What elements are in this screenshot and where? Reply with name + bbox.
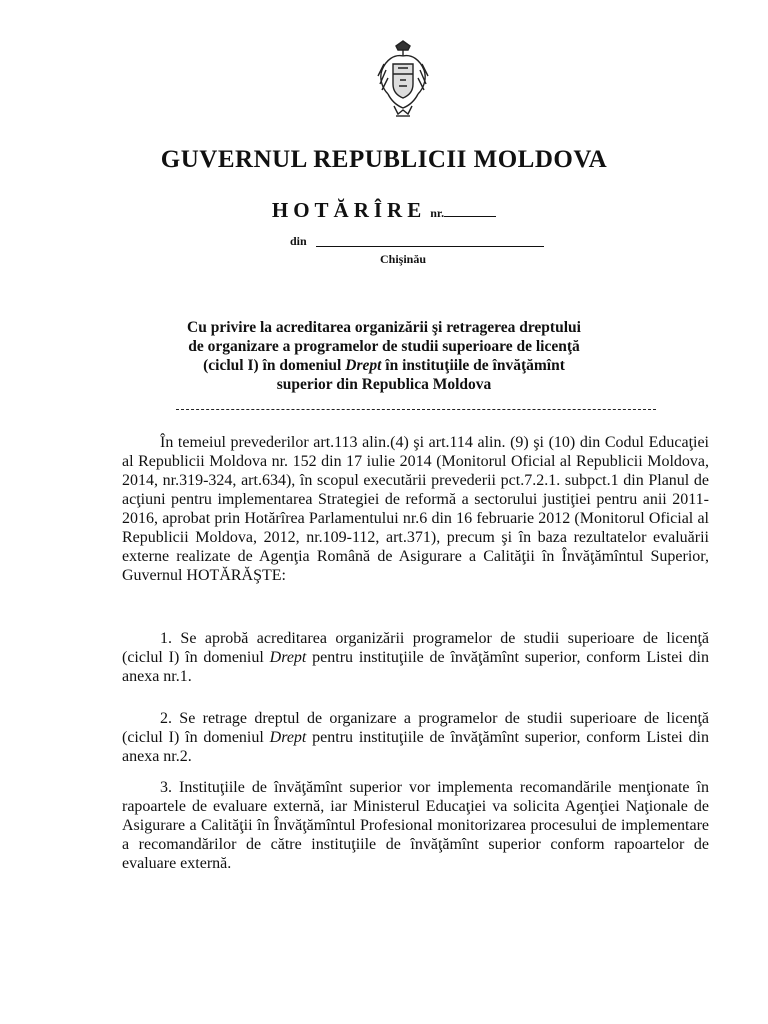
article-2 bbox=[122, 709, 709, 766]
article-3 bbox=[122, 778, 709, 873]
coat-of-arms-icon bbox=[376, 40, 430, 120]
date-label: din bbox=[290, 234, 307, 248]
article-2-text-c: pentru instituţiile de învăţămînt superior, conform Listei din anexa nr.2. bbox=[122, 729, 710, 765]
subject-line-1: Cu privire la acreditarea organizării şi retragerea dreptului bbox=[187, 319, 581, 336]
article-3-text: 3. Instituţiile de învăţămînt superior vor implementa recomandările menţionate în rapoartele de evaluare externă, iar Ministerul Educaţiei va solicita Agenţiei Naţionale de Asigurare a Calităţii în Învăţămîntul Profesional monitorizarea procesului de implementare a recomandărilor de către instituţiile de învăţămînt superior conform rapoartelor de evaluare externă. bbox=[122, 779, 709, 872]
article-1-text-a: 1. Se aprobă acreditarea organizării programelor de studii superioare de licenţă (ciclul I) în domeniul bbox=[122, 630, 709, 666]
preamble-paragraph bbox=[122, 433, 709, 585]
article-2-domain: Drept bbox=[269, 729, 307, 746]
subject-line-3a: (ciclul I) în domeniul bbox=[203, 357, 346, 374]
subject-line-4: superior din Republica Moldova bbox=[276, 376, 492, 393]
dashed-divider bbox=[176, 409, 656, 410]
subject-line-3c: în instituţiile de învăţămînt bbox=[381, 357, 565, 374]
decision-word: HOTĂRÎRE bbox=[271, 198, 427, 222]
article-1-domain: Drept bbox=[269, 649, 307, 666]
subject-domain: Drept bbox=[345, 357, 382, 374]
decision-subject bbox=[160, 318, 608, 394]
number-blank bbox=[444, 202, 496, 217]
number-label: nr. bbox=[430, 206, 445, 220]
decision-heading bbox=[0, 198, 768, 223]
subject-line-2: de organizare a programelor de studii superioare de licenţă bbox=[188, 338, 580, 355]
article-1 bbox=[122, 629, 709, 686]
government-title: GUVERNUL REPUBLICII MOLDOVA bbox=[160, 146, 608, 173]
preamble-text: În temeiul prevederilor art.113 alin.(4) şi art.114 alin. (9) şi (10) din Codul Educaţiei al Republicii Moldova nr. 152 din 17 iulie 2014 (Monitorul Oficial al Republicii Moldova, 2014, nr.319-324, art.634), în scopul executării prevederii pct.7.2.1. subpct.1 din Planul de acţiuni pentru implementarea Strategiei de reformă a sectorului justiţiei pentru anii 2011-2016, aprobat prin Hotărîrea Parlamentului nr.6 din 16 februarie 2012 (Monitorul Oficial al Republicii Moldova, 2012, nr.109-112, art.371), precum şi în baza rezultatelor evaluării externe realizate de Agenţia Română de Asigurare a Calităţii în Învăţămîntul Superior, Guvernul HOTĂRĂŞTE: bbox=[122, 434, 709, 584]
subject-line-3 bbox=[160, 356, 608, 375]
city-name: Chişinău bbox=[380, 252, 427, 266]
date-blank bbox=[316, 246, 544, 247]
article-1-text-c: pentru instituţiile de învăţămînt superior, conform Listei din anexa nr.1. bbox=[122, 649, 710, 685]
article-2-text-a: 2. Se retrage dreptul de organizare a programelor de studii superioare de licenţă (ciclul I) în domeniul bbox=[122, 710, 709, 746]
